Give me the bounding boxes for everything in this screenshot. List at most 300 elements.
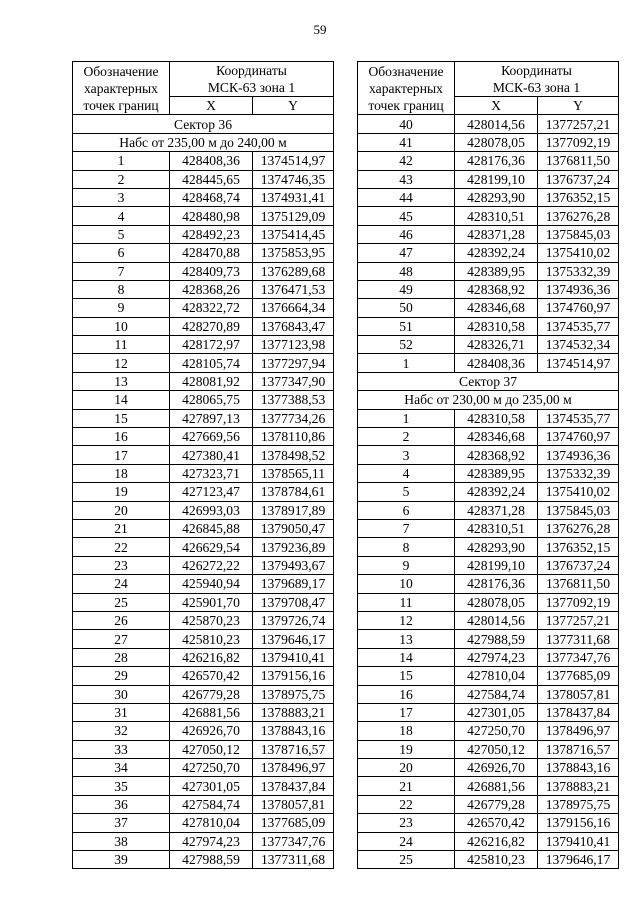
table-row: [73, 667, 334, 685]
point-number: 43: [358, 170, 455, 188]
y-header: Y: [253, 97, 334, 115]
point-number: 3: [73, 188, 170, 206]
y-coordinate: 1377685,09: [253, 814, 334, 832]
table-row: [73, 851, 334, 869]
x-coordinate: 428392,24: [455, 244, 538, 262]
table-row: [73, 648, 334, 666]
point-number: 19: [358, 740, 455, 758]
y-coordinate: 1377347,76: [253, 832, 334, 850]
y-coordinate: 1376737,24: [538, 170, 619, 188]
coordinates-table-right: [357, 61, 619, 869]
table-row: [358, 133, 619, 151]
x-coordinate: 426272,22: [170, 556, 253, 574]
point-number: 49: [358, 280, 455, 298]
y-coordinate: 1378843,16: [253, 722, 334, 740]
y-coordinate: 1376843,47: [253, 317, 334, 335]
x-coordinate: 428176,36: [455, 575, 538, 593]
y-coordinate: 1377685,09: [538, 667, 619, 685]
x-coordinate: 428408,36: [455, 354, 538, 372]
x-coordinate: 427988,59: [170, 851, 253, 869]
y-coordinate: 1375332,39: [538, 262, 619, 280]
x-coordinate: 428172,97: [170, 336, 253, 354]
x-coordinate: 426881,56: [170, 703, 253, 721]
table-row: [73, 207, 334, 225]
x-coordinate: 426216,82: [455, 832, 538, 850]
x-coordinate: 428293,90: [455, 188, 538, 206]
y-coordinate: 1378057,81: [538, 685, 619, 703]
x-coordinate: 428014,56: [455, 611, 538, 629]
point-number: 15: [358, 667, 455, 685]
table-row: [73, 354, 334, 372]
y-coordinate: 1377388,53: [253, 391, 334, 409]
table-row: [73, 556, 334, 574]
table-row: [73, 409, 334, 427]
y-coordinate: 1379236,89: [253, 538, 334, 556]
table-row: [358, 759, 619, 777]
x-coordinate: 428445,65: [170, 170, 253, 188]
table-row: [358, 722, 619, 740]
x-coordinate: 428368,26: [170, 280, 253, 298]
y-coordinate: 1374936,36: [538, 446, 619, 464]
coordinates-header-line: Координаты: [501, 63, 572, 78]
point-number: 46: [358, 225, 455, 243]
y-coordinate: 1379050,47: [253, 519, 334, 537]
y-coordinate: 1378843,16: [538, 759, 619, 777]
x-coordinate: 428409,73: [170, 262, 253, 280]
x-coordinate: 428480,98: [170, 207, 253, 225]
table-row: [358, 170, 619, 188]
x-coordinate: 426926,70: [455, 759, 538, 777]
x-coordinate: 426993,03: [170, 501, 253, 519]
table-row: [358, 519, 619, 537]
y-coordinate: 1374760,97: [538, 299, 619, 317]
x-coordinate: 426570,42: [170, 667, 253, 685]
section-row: [358, 391, 619, 409]
table-row: [73, 446, 334, 464]
point-number: 50: [358, 299, 455, 317]
y-coordinate: 1374535,77: [538, 317, 619, 335]
designation-header-line: точек границ: [368, 97, 444, 113]
x-coordinate: 426570,42: [455, 814, 538, 832]
x-coordinate: 428310,51: [455, 207, 538, 225]
y-coordinate: 1378883,21: [538, 777, 619, 795]
table-row: [73, 188, 334, 206]
point-number: 25: [73, 593, 170, 611]
x-coordinate: 428105,74: [170, 354, 253, 372]
x-coordinate: 428078,05: [455, 593, 538, 611]
x-coordinate: 425901,70: [170, 593, 253, 611]
x-coordinate: 428176,36: [455, 152, 538, 170]
y-coordinate: 1375410,02: [538, 244, 619, 262]
y-coordinate: 1374931,41: [253, 188, 334, 206]
x-coordinate: 426629,54: [170, 538, 253, 556]
point-number: 30: [73, 685, 170, 703]
point-number: 7: [358, 519, 455, 537]
table-row: [73, 630, 334, 648]
y-coordinate: 1378565,11: [253, 464, 334, 482]
point-number: 52: [358, 336, 455, 354]
designation-header-line: Обозначение: [83, 63, 159, 79]
y-coordinate: 1378975,75: [253, 685, 334, 703]
y-coordinate: 1378716,57: [253, 740, 334, 758]
y-coordinate: 1374936,36: [538, 280, 619, 298]
y-coordinate: 1377347,76: [538, 648, 619, 666]
point-number: 3: [358, 446, 455, 464]
point-number: 33: [73, 740, 170, 758]
y-coordinate: 1377123,98: [253, 336, 334, 354]
x-coordinate: 427584,74: [170, 795, 253, 813]
table-row: [73, 611, 334, 629]
y-coordinate: 1378496,97: [253, 759, 334, 777]
y-coordinate: 1375414,45: [253, 225, 334, 243]
table-row: [358, 464, 619, 482]
point-number: 45: [358, 207, 455, 225]
x-coordinate: 426926,70: [170, 722, 253, 740]
designation-header-line: точек границ: [83, 97, 159, 113]
table-row: [73, 759, 334, 777]
table-row: [358, 795, 619, 813]
x-coordinate: 428468,74: [170, 188, 253, 206]
point-number: 27: [73, 630, 170, 648]
point-number: 12: [73, 354, 170, 372]
x-coordinate: 427897,13: [170, 409, 253, 427]
x-coordinate: 427380,41: [170, 446, 253, 464]
y-coordinate: 1378917,89: [253, 501, 334, 519]
y-coordinate: 1376737,24: [538, 556, 619, 574]
y-coordinate: 1378716,57: [538, 740, 619, 758]
point-number: 10: [73, 317, 170, 335]
table-row: [73, 299, 334, 317]
y-coordinate: 1379708,47: [253, 593, 334, 611]
y-coordinate: 1377257,21: [538, 115, 619, 133]
point-number: 1: [73, 152, 170, 170]
point-number: 22: [358, 795, 455, 813]
page-number: 59: [313, 22, 327, 37]
coordinates-header-line: Координаты: [216, 63, 287, 78]
table-row: [358, 428, 619, 446]
table-row: [358, 188, 619, 206]
table-row: [358, 593, 619, 611]
point-number: 5: [73, 225, 170, 243]
y-coordinate: 1376289,68: [253, 262, 334, 280]
table-row: [358, 611, 619, 629]
point-number: 2: [73, 170, 170, 188]
y-coordinate: 1375410,02: [538, 483, 619, 501]
y-coordinate: 1375129,09: [253, 207, 334, 225]
x-coordinate: 428270,89: [170, 317, 253, 335]
point-number: 35: [73, 777, 170, 795]
table-row: [73, 703, 334, 721]
y-coordinate: 1378496,97: [538, 722, 619, 740]
table-row: [358, 667, 619, 685]
point-number: 42: [358, 152, 455, 170]
x-coordinate: 427301,05: [455, 703, 538, 721]
table-row: [358, 446, 619, 464]
section-label: Набс от 230,00 м до 235,00 м: [358, 391, 619, 409]
designation-header-line: Обозначение: [368, 63, 444, 79]
section-label: Набс от 235,00 м до 240,00 м: [73, 133, 334, 151]
y-coordinate: 1376664,34: [253, 299, 334, 317]
table-row: [358, 354, 619, 372]
x-coordinate: 427250,70: [455, 722, 538, 740]
y-coordinate: 1379726,74: [253, 611, 334, 629]
point-number: 9: [358, 556, 455, 574]
point-number: 22: [73, 538, 170, 556]
coordinates-header-line: МСК-63 зона 1: [492, 80, 581, 95]
y-coordinate: 1377092,19: [538, 133, 619, 151]
point-number: 25: [358, 851, 455, 869]
table-row: [358, 152, 619, 170]
x-coordinate: 428470,88: [170, 244, 253, 262]
x-coordinate: 425870,23: [170, 611, 253, 629]
table-row: [73, 225, 334, 243]
table-row: [358, 280, 619, 298]
y-coordinate: 1374746,35: [253, 170, 334, 188]
y-coordinate: 1378784,61: [253, 483, 334, 501]
point-number: 7: [73, 262, 170, 280]
point-number: 20: [358, 759, 455, 777]
x-coordinate: 427974,23: [455, 648, 538, 666]
y-coordinate: 1374760,97: [538, 428, 619, 446]
point-number: 17: [358, 703, 455, 721]
y-coordinate: 1378437,84: [538, 703, 619, 721]
point-number: 4: [358, 464, 455, 482]
section-row: [73, 115, 334, 133]
point-number: 1: [358, 354, 455, 372]
table-row: [358, 115, 619, 133]
y-coordinate: 1378498,52: [253, 446, 334, 464]
table-row: [73, 814, 334, 832]
table-row: [73, 372, 334, 390]
x-coordinate: 428014,56: [455, 115, 538, 133]
point-number: 19: [73, 483, 170, 501]
x-coordinate: 428065,75: [170, 391, 253, 409]
x-coordinate: 427974,23: [170, 832, 253, 850]
point-number: 17: [73, 446, 170, 464]
coordinates-header: [170, 62, 334, 97]
y-coordinate: 1374532,34: [538, 336, 619, 354]
section-row: [358, 372, 619, 390]
table-row: [358, 262, 619, 280]
coordinates-header: [455, 62, 619, 97]
x-coordinate: 427810,04: [170, 814, 253, 832]
y-coordinate: 1377297,94: [253, 354, 334, 372]
y-coordinate: 1379156,16: [538, 814, 619, 832]
point-number: 11: [358, 593, 455, 611]
y-coordinate: 1376352,15: [538, 188, 619, 206]
y-coordinate: 1376811,50: [538, 152, 619, 170]
table-row: [73, 152, 334, 170]
designation-header-line: характерных: [84, 80, 158, 96]
point-number: 16: [73, 428, 170, 446]
x-coordinate: 426881,56: [455, 777, 538, 795]
table-row: [358, 244, 619, 262]
section-label: Сектор 36: [73, 115, 334, 133]
y-coordinate: 1376471,53: [253, 280, 334, 298]
point-number: 23: [73, 556, 170, 574]
x-coordinate: 427050,12: [455, 740, 538, 758]
x-coordinate: 425810,23: [455, 851, 538, 869]
x-coordinate: 428389,95: [455, 464, 538, 482]
x-coordinate: 428371,28: [455, 501, 538, 519]
point-number: 8: [358, 538, 455, 556]
table-row: [358, 538, 619, 556]
x-coordinate: 426779,28: [455, 795, 538, 813]
y-coordinate: 1375853,95: [253, 244, 334, 262]
x-coordinate: 427123,47: [170, 483, 253, 501]
y-coordinate: 1374514,97: [538, 354, 619, 372]
y-coordinate: 1375845,03: [538, 225, 619, 243]
x-coordinate: 428392,24: [455, 483, 538, 501]
point-number: 13: [358, 630, 455, 648]
table-row: [73, 317, 334, 335]
y-coordinate: 1375845,03: [538, 501, 619, 519]
point-number: 6: [358, 501, 455, 519]
x-coordinate: 427323,71: [170, 464, 253, 482]
table-row: [358, 299, 619, 317]
designation-header: [73, 62, 170, 115]
point-number: 2: [358, 428, 455, 446]
y-coordinate: 1376811,50: [538, 575, 619, 593]
point-number: 23: [358, 814, 455, 832]
coordinates-header-line: МСК-63 зона 1: [207, 80, 296, 95]
point-number: 31: [73, 703, 170, 721]
point-number: 10: [358, 575, 455, 593]
y-coordinate: 1379646,17: [253, 630, 334, 648]
x-coordinate: 425940,94: [170, 575, 253, 593]
point-number: 21: [358, 777, 455, 795]
point-number: 11: [73, 336, 170, 354]
point-number: 1: [358, 409, 455, 427]
section-label: Сектор 37: [358, 372, 619, 390]
y-coordinate: 1378110,86: [253, 428, 334, 446]
y-coordinate: 1377092,19: [538, 593, 619, 611]
table-row: [73, 170, 334, 188]
y-coordinate: 1379156,16: [253, 667, 334, 685]
table-row: [358, 851, 619, 869]
y-coordinate: 1377257,21: [538, 611, 619, 629]
x-coordinate: 428078,05: [455, 133, 538, 151]
x-coordinate: 427301,05: [170, 777, 253, 795]
point-number: 26: [73, 611, 170, 629]
point-number: 14: [73, 391, 170, 409]
y-coordinate: 1378057,81: [253, 795, 334, 813]
table-row: [358, 703, 619, 721]
point-number: 37: [73, 814, 170, 832]
x-coordinate: 428199,10: [455, 170, 538, 188]
point-number: 41: [358, 133, 455, 151]
x-coordinate: 427050,12: [170, 740, 253, 758]
y-coordinate: 1379410,41: [538, 832, 619, 850]
y-coordinate: 1378883,21: [253, 703, 334, 721]
point-number: 15: [73, 409, 170, 427]
y-coordinate: 1376276,28: [538, 207, 619, 225]
x-header: X: [170, 97, 253, 115]
x-coordinate: 428199,10: [455, 556, 538, 574]
y-coordinate: 1378975,75: [538, 795, 619, 813]
x-coordinate: 427810,04: [455, 667, 538, 685]
x-coordinate: 428408,36: [170, 152, 253, 170]
point-number: 47: [358, 244, 455, 262]
table-row: [358, 556, 619, 574]
point-number: 20: [73, 501, 170, 519]
table-row: [358, 630, 619, 648]
x-coordinate: 426216,82: [170, 648, 253, 666]
y-coordinate: 1375332,39: [538, 464, 619, 482]
point-number: 6: [73, 244, 170, 262]
point-number: 44: [358, 188, 455, 206]
table-row: [73, 685, 334, 703]
coordinates-table-left: [72, 61, 334, 869]
table-row: [358, 483, 619, 501]
table-body-right: [358, 115, 619, 869]
x-coordinate: 428322,72: [170, 299, 253, 317]
table-row: [73, 575, 334, 593]
x-coordinate: 428368,92: [455, 446, 538, 464]
table-row: [73, 483, 334, 501]
table-row: [358, 575, 619, 593]
y-header: Y: [538, 97, 619, 115]
point-number: 48: [358, 262, 455, 280]
point-number: 14: [358, 648, 455, 666]
point-number: 39: [73, 851, 170, 869]
table-row: [73, 740, 334, 758]
table-row: [73, 428, 334, 446]
table-row: [73, 391, 334, 409]
point-number: 34: [73, 759, 170, 777]
designation-header: [358, 62, 455, 115]
x-header: X: [455, 97, 538, 115]
x-coordinate: 428310,58: [455, 409, 538, 427]
x-coordinate: 426779,28: [170, 685, 253, 703]
point-number: 4: [73, 207, 170, 225]
x-coordinate: 428310,58: [455, 317, 538, 335]
point-number: 28: [73, 648, 170, 666]
x-coordinate: 427584,74: [455, 685, 538, 703]
x-coordinate: 425810,23: [170, 630, 253, 648]
table-row: [358, 317, 619, 335]
section-row: [73, 133, 334, 151]
point-number: 29: [73, 667, 170, 685]
table-row: [73, 538, 334, 556]
x-coordinate: 427669,56: [170, 428, 253, 446]
table-row: [358, 648, 619, 666]
x-coordinate: 426845,88: [170, 519, 253, 537]
point-number: 40: [358, 115, 455, 133]
point-number: 5: [358, 483, 455, 501]
y-coordinate: 1377311,68: [253, 851, 334, 869]
y-coordinate: 1377734,26: [253, 409, 334, 427]
table-row: [358, 207, 619, 225]
table-row: [73, 519, 334, 537]
y-coordinate: 1379410,41: [253, 648, 334, 666]
x-coordinate: 427250,70: [170, 759, 253, 777]
table-row: [358, 225, 619, 243]
table-row: [358, 777, 619, 795]
table-row: [73, 280, 334, 298]
x-coordinate: 428371,28: [455, 225, 538, 243]
y-coordinate: 1374514,97: [253, 152, 334, 170]
point-number: 21: [73, 519, 170, 537]
y-coordinate: 1379493,67: [253, 556, 334, 574]
table-row: [73, 832, 334, 850]
x-coordinate: 428368,92: [455, 280, 538, 298]
table-row: [358, 832, 619, 850]
table-row: [73, 722, 334, 740]
y-coordinate: 1377311,68: [538, 630, 619, 648]
point-number: 24: [358, 832, 455, 850]
designation-header-line: характерных: [369, 80, 443, 96]
